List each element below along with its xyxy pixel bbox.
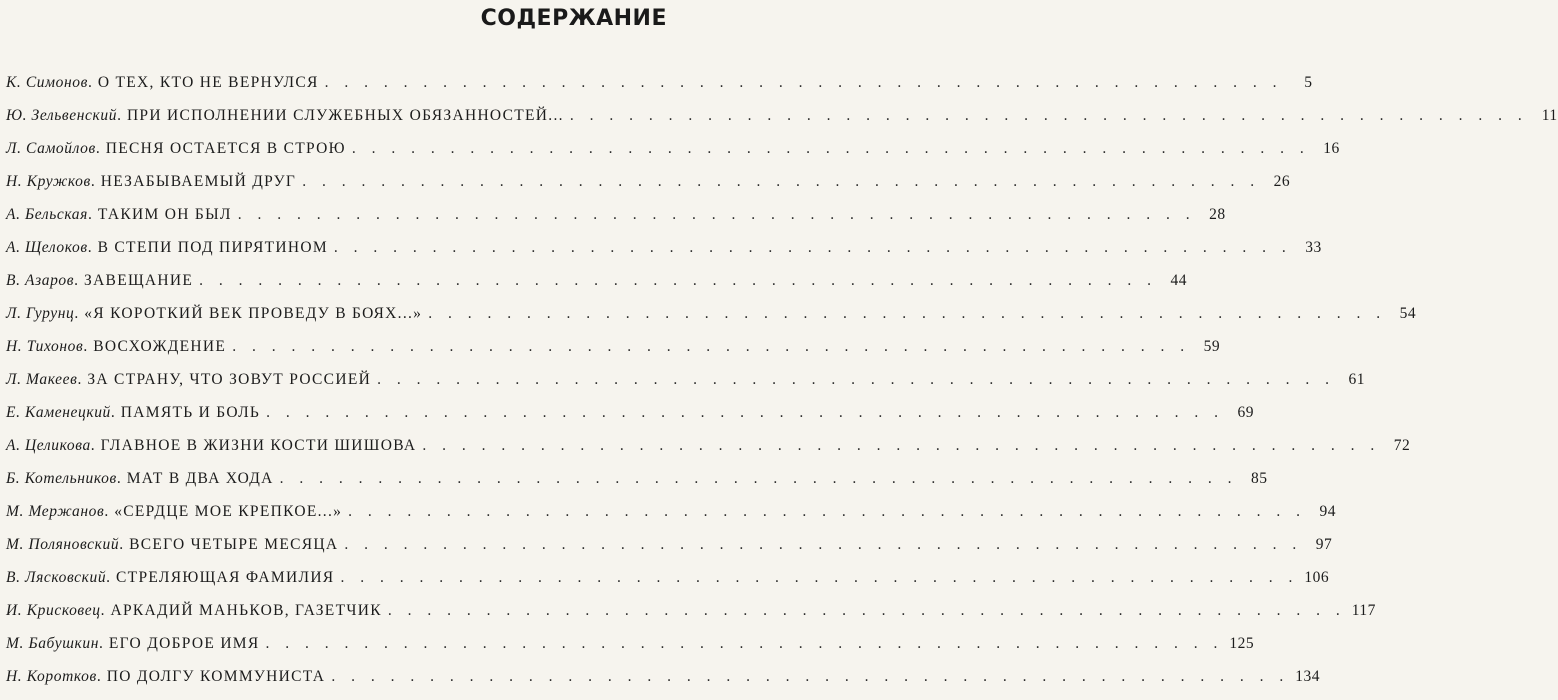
toc-entry: Н. Кружков . НЕЗАБЫВАЕМЫЙ ДРУГ . . . . . . . . . . . . . . . . . . . . . . . . . . . . . . . . . . . . . . . . . . . . . . . . . 26 [6,165,679,198]
toc-title: «СЕРДЦЕ МОЕ КРЕПКОЕ...» [114,503,343,520]
toc-title: ГЛАВНОЕ В ЖИЗНИ КОСТИ ШИШОВА [100,437,417,454]
toc-author: Н. Коротков [6,668,97,685]
leader-dots: . . . . . . . . . . . . . . . . . . . . . . . . . . . . . . . . . . . . . . . . . . . . . . . . . [333,239,1292,256]
toc-entry: Н. Коротков . ПО ДОЛГУ КОММУНИСТА . . . . . . . . . . . . . . . . . . . . . . . . . . . . . . . . . . . . . . . . . . . . . . . . . 134 [6,660,679,693]
toc-entry: В. Азаров . ЗАВЕЩАНИЕ . . . . . . . . . . . . . . . . . . . . . . . . . . . . . . . . . . . . . . . . . . . . . . . . . 44 [6,264,679,297]
toc-page-number: 94 [1319,503,1337,520]
toc-entry: А. Щелоков . В СТЕПИ ПОД ПИРЯТИНОМ . . . . . . . . . . . . . . . . . . . . . . . . . . . . . . . . . . . . . . . . . . . . . . . . . 33 [6,231,679,264]
toc-author: М. Мержанов [6,503,105,520]
leader-dots: . . . . . . . . . . . . . . . . . . . . . . . . . . . . . . . . . . . . . . . . . . . . . . . . . [387,602,1346,619]
toc-entry: Н. Тихонов . ВОСХОЖДЕНИЕ . . . . . . . . . . . . . . . . . . . . . . . . . . . . . . . . . . . . . . . . . . . . . . . . . 59 [6,330,679,363]
toc-entry: Л. Макеев . ЗА СТРАНУ, ЧТО ЗОВУТ РОССИЕЙ . . . . . . . . . . . . . . . . . . . . . . . . . . . . . . . . . . . . . . . . . . . . . . . . . 61 [6,363,679,396]
page-title: СОДЕРЖАНИЕ [480,6,667,31]
toc-page-number: 134 [1295,668,1320,685]
toc-entry: В. Лясковский . СТРЕЛЯЮЩАЯ ФАМИЛИЯ . . . . . . . . . . . . . . . . . . . . . . . . . . . . . . . . . . . . . . . . . . . . . . . . . 106 [6,561,679,594]
toc-page-number: 125 [1229,635,1255,652]
leader-dots: . . . . . . . . . . . . . . . . . . . . . . . . . . . . . . . . . . . . . . . . . . . . . . . . . [344,536,1303,553]
toc-page-number: 54 [1399,305,1417,322]
toc-title: ЕГО ДОБРОЕ ИМЯ [108,635,260,652]
toc-author: А. Щелоков [6,239,88,256]
toc-page-number: 26 [1273,173,1291,190]
toc-title: ПО ДОЛГУ КОММУНИСТА [106,668,326,685]
leader-dots: . . . . . . . . . . . . . . . . . . . . . . . . . . . . . . . . . . . . . . . . . . . . . . . . . [569,107,1528,124]
leader-dots: . . . . . . . . . . . . . . . . . . . . . . . . . . . . . . . . . . . . . . . . . . . . . . . . . [377,371,1335,388]
toc-page-number: 59 [1203,338,1221,355]
leader-dots: . . . . . . . . . . . . . . . . . . . . . . . . . . . . . . . . . . . . . . . . . . . . . . . . . [265,635,1224,652]
toc-title: ЗАВЕЩАНИЕ [84,272,194,289]
leader-dots: . . . . . . . . . . . . . . . . . . . . . . . . . . . . . . . . . . . . . . . . . . . . . . . . . [351,140,1310,157]
toc-author: В. Азаров [6,272,75,289]
toc-page-number: 106 [1304,569,1330,586]
toc-title: АРКАДИЙ МАНЬКОВ, ГАЗЕТЧИК [110,602,382,619]
toc-title: ПРИ ИСПОЛНЕНИИ СЛУЖЕБНЫХ ОБЯЗАННОСТЕЙ... [126,107,564,124]
toc-entry: Б. Котельников . МАТ В ДВА ХОДА . . . . . . . . . . . . . . . . . . . . . . . . . . . . . . . . . . . . . . . . . . . . . . . . . 85 [6,462,679,495]
toc-author: М. Поляновский [6,536,120,553]
toc-author: В. Лясковский [6,569,107,586]
leader-dots: . . . . . . . . . . . . . . . . . . . . . . . . . . . . . . . . . . . . . . . . . . . . . . . . . [428,305,1387,322]
toc-author: Н. Кружков [6,173,91,190]
leader-dots: . . . . . . . . . . . . . . . . . . . . . . . . . . . . . . . . . . . . . . . . . . . . . . . . . [232,338,1191,355]
toc-title: МАТ В ДВА ХОДА [126,470,274,487]
toc-author: А. Целикова [6,437,91,454]
toc-title: В СТЕПИ ПОД ПИРЯТИНОМ [97,239,328,256]
toc-page-number: 5 [1304,74,1313,91]
leader-dots: . . . . . . . . . . . . . . . . . . . . . . . . . . . . . . . . . . . . . . . . . . . . . . . . . [266,404,1225,421]
toc-page-number: 28 [1209,206,1226,223]
toc-entry: И. Крисковец . АРКАДИЙ МАНЬКОВ, ГАЗЕТЧИК . . . . . . . . . . . . . . . . . . . . . . . . . . . . . . . . . . . . . . . . . . . . . . . . . 117 [6,594,679,627]
toc-author: А. Бельская [6,206,88,223]
toc-page-number: 16 [1323,140,1340,157]
leader-dots: . . . . . . . . . . . . . . . . . . . . . . . . . . . . . . . . . . . . . . . . . . . . . . . . . [348,503,1307,520]
toc-author: Н. Тихонов [6,338,84,355]
toc-page-number: 85 [1251,470,1268,487]
toc-title: ТАКИМ ОН БЫЛ [97,206,232,223]
toc-entry: М. Бабушкин . ЕГО ДОБРОЕ ИМЯ . . . . . . . . . . . . . . . . . . . . . . . . . . . . . . . . . . . . . . . . . . . . . . . . . 125 [6,627,679,660]
leader-dots: . . . . . . . . . . . . . . . . . . . . . . . . . . . . . . . . . . . . . . . . . . . . . . . . . [237,206,1196,223]
toc-title: ВОСХОЖДЕНИЕ [93,338,227,355]
toc-title: О ТЕХ, КТО НЕ ВЕРНУЛСЯ [97,74,319,91]
leader-dots: . . . . . . . . . . . . . . . . . . . . . . . . . . . . . . . . . . . . . . . . . . . . . . . . . [422,437,1381,454]
toc-title: НЕЗАБЫВАЕМЫЙ ДРУГ [100,173,297,190]
toc-entry: Ю. Зельвенский . ПРИ ИСПОЛНЕНИИ СЛУЖЕБНЫХ ОБЯЗАННОСТЕЙ... . . . . . . . . . . . . . . . . . . . . . . . . . . . . . . . . . . . . . . . . . . . . . . . . . 11 [6,99,679,132]
leader-dots: . . . . . . . . . . . . . . . . . . . . . . . . . . . . . . . . . . . . . . . . . . . . . . . . . [340,569,1299,586]
toc-author: Л. Макеев [6,371,78,388]
toc-page-number: 69 [1237,404,1255,421]
toc-author: Л. Самойлов [6,140,96,157]
toc-title: ВСЕГО ЧЕТЫРЕ МЕСЯЦА [129,536,339,553]
toc-page-number: 117 [1351,602,1376,619]
toc-author: Л. Гурунц [6,305,75,322]
leader-dots: . . . . . . . . . . . . . . . . . . . . . . . . . . . . . . . . . . . . . . . . . . . . . . . . . [199,272,1158,289]
toc-page-number: 11 [1541,107,1558,124]
toc-title: ПАМЯТЬ И БОЛЬ [120,404,261,421]
toc-entry: Е. Каменецкий . ПАМЯТЬ И БОЛЬ . . . . . . . . . . . . . . . . . . . . . . . . . . . . . . . . . . . . . . . . . . . . . . . . . 69 [6,396,679,429]
toc-entry: Л. Самойлов . ПЕСНЯ ОСТАЕТСЯ В СТРОЮ . . . . . . . . . . . . . . . . . . . . . . . . . . . . . . . . . . . . . . . . . . . . . . . . . 16 [6,132,679,165]
table-of-contents [6,66,1558,693]
toc-author: М. Бабушкин [6,635,100,652]
toc-author: Б. Котельников [6,470,117,487]
toc-author: Ю. Зельвенский [6,107,118,124]
toc-page-number: 97 [1315,536,1333,553]
toc-entry: М. Поляновский . ВСЕГО ЧЕТЫРЕ МЕСЯЦА . . . . . . . . . . . . . . . . . . . . . . . . . . . . . . . . . . . . . . . . . . . . . . . . . 97 [6,528,679,561]
toc-page-number: 72 [1393,437,1411,454]
toc-page-number: 61 [1348,371,1365,388]
toc-entry: М. Мержанов . «СЕРДЦЕ МОЕ КРЕПКОЕ...» . . . . . . . . . . . . . . . . . . . . . . . . . . . . . . . . . . . . . . . . . . . . . . . . . 94 [6,495,679,528]
toc-title: «Я КОРОТКИЙ ВЕК ПРОВЕДУ В БОЯХ...» [84,305,423,322]
toc-title: ЗА СТРАНУ, ЧТО ЗОВУТ РОССИЕЙ [87,371,372,388]
toc-page-number: 44 [1170,272,1188,289]
toc-author: Е. Каменецкий [6,404,111,421]
leader-dots: . . . . . . . . . . . . . . . . . . . . . . . . . . . . . . . . . . . . . . . . . . . . . . . . . [302,173,1261,190]
toc-author: К. Симонов [6,74,88,91]
leader-dots: . . . . . . . . . . . . . . . . . . . . . . . . . . . . . . . . . . . . . . . . . . . . . . . . . [324,74,1283,91]
toc-entry: К. Симонов . О ТЕХ, КТО НЕ ВЕРНУЛСЯ . . . . . . . . . . . . . . . . . . . . . . . . . . . . . . . . . . . . . . . . . . . . . . . . . 5 [6,66,679,99]
toc-entry: А. Целикова . ГЛАВНОЕ В ЖИЗНИ КОСТИ ШИШОВА . . . . . . . . . . . . . . . . . . . . . . . . . . . . . . . . . . . . . . . . . . . . . . . . . 72 [6,429,679,462]
toc-entry: А. Бельская . ТАКИМ ОН БЫЛ . . . . . . . . . . . . . . . . . . . . . . . . . . . . . . . . . . . . . . . . . . . . . . . . . 28 [6,198,679,231]
toc-page-number: 33 [1305,239,1322,256]
toc-entry: Л. Гурунц . «Я КОРОТКИЙ ВЕК ПРОВЕДУ В БОЯХ...» . . . . . . . . . . . . . . . . . . . . . . . . . . . . . . . . . . . . . . . . . . . . . . . . . 54 [6,297,679,330]
toc-author: И. Крисковец [6,602,101,619]
toc-title: СТРЕЛЯЮЩАЯ ФАМИЛИЯ [116,569,335,586]
leader-dots: . . . . . . . . . . . . . . . . . . . . . . . . . . . . . . . . . . . . . . . . . . . . . . . . . [331,668,1290,685]
toc-title: ПЕСНЯ ОСТАЕТСЯ В СТРОЮ [105,140,346,157]
leader-dots: . . . . . . . . . . . . . . . . . . . . . . . . . . . . . . . . . . . . . . . . . . . . . . . . . [279,470,1238,487]
